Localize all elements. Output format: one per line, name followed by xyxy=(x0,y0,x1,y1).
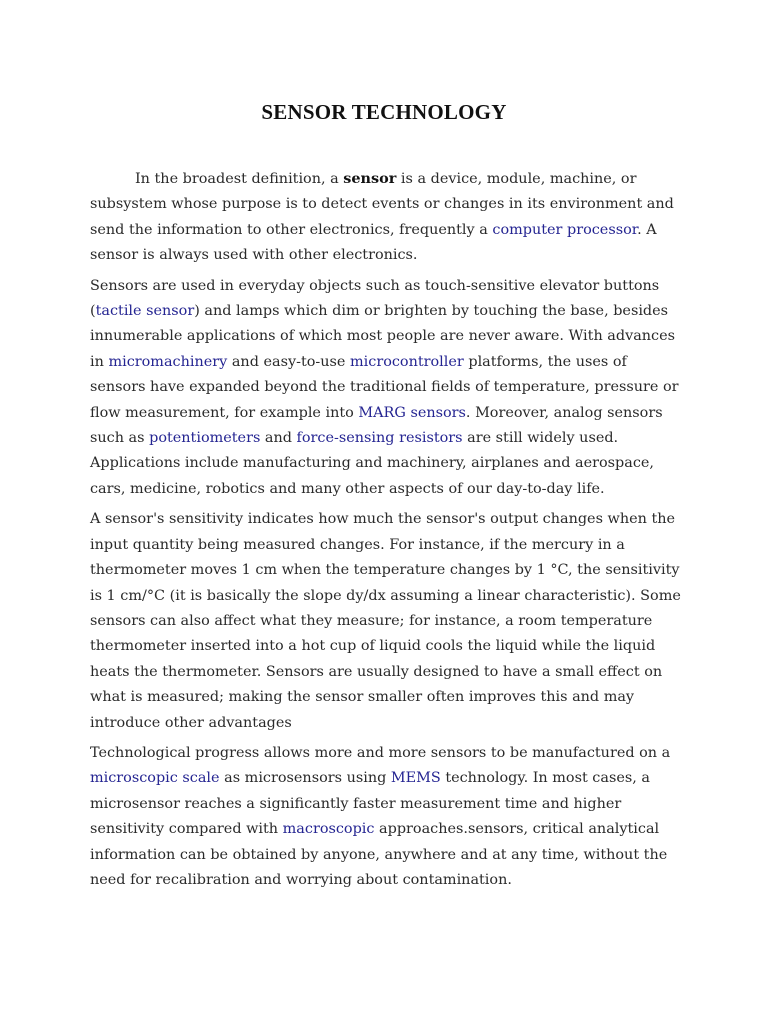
body-paragraph xyxy=(90,274,682,503)
text-run: A sensor's sensitivity indicates how much the sensor's output changes when the input quantity being measured changes. For instance, if the mercury in a thermometer moves 1 cm when the temperature changes by 1 °C, the sensitivity is 1 cm/°C (it is basically the slope dy/dx assuming a linear characteristic). Some sensors can also affect what they measure; for instance, a room temperature thermometer inserted into a hot cup of liquid cools the liquid while the liquid heats the thermometer. Sensors are usually designed to have a small effect on what is measured; making the sensor smaller often improves this and may introduce other advantages xyxy=(90,511,681,731)
text-run: are still widely used. Applications include manufacturing and machinery, airplanes and aerospace, cars, medicine, robotics and many other aspects of our day-to-day life. xyxy=(90,430,654,497)
inline-link[interactable]: microcontroller xyxy=(350,353,464,370)
text-run: . Moreover, analog sensors such as xyxy=(90,404,663,447)
text-run: ) and lamps which dim or brighten by touching the base, besides innumerable applications of which most people are never aware. With advances in xyxy=(90,303,676,370)
text-run: Technological progress allows more and more sensors to be manufactured on a xyxy=(90,744,671,761)
text-run: approaches.sensors, critical analytical information can be obtained by anyone, anywhere and at any time, without the need for recalibration and worrying about contamination. xyxy=(90,821,668,888)
body-paragraph xyxy=(90,166,682,269)
body-paragraph xyxy=(90,507,682,736)
inline-link[interactable]: micromachinery xyxy=(108,353,228,370)
inline-link[interactable]: force-sensing resistors xyxy=(296,430,463,447)
text-run: platforms, the uses of sensors have expanded beyond the traditional fields of temperature, pressure or flow measurement, for example into xyxy=(90,353,679,421)
text-run: as microsensors using xyxy=(219,770,391,787)
page-title: SENSOR TECHNOLOGY xyxy=(261,100,507,124)
text-run: is a device, module, machine, or subsystem whose purpose is to detect events or changes in its environment and send the information to other electronics, frequently a xyxy=(90,171,674,238)
text-run: technology. In most cases, a microsensor reaches a significantly faster measurement time and higher sensitivity compared with xyxy=(90,770,650,838)
document-body xyxy=(90,166,682,898)
inline-link[interactable]: MEMS xyxy=(390,770,441,787)
inline-link[interactable]: macroscopic xyxy=(282,821,375,838)
inline-link[interactable]: computer processor xyxy=(492,221,638,238)
inline-link[interactable]: potentiometers xyxy=(149,430,261,447)
text-run: and xyxy=(260,430,297,447)
inline-link[interactable]: microscopic scale xyxy=(90,770,220,787)
text-run: . A sensor is always used with other electronics. xyxy=(90,221,657,264)
text-run: Sensors are used in everyday objects such as touch-sensitive elevator buttons ( xyxy=(90,277,660,320)
text-run: In the broadest definition, a xyxy=(135,171,344,187)
inline-link[interactable]: MARG sensors xyxy=(358,404,466,421)
inline-link[interactable]: tactile sensor xyxy=(95,303,195,320)
bold-term: sensor xyxy=(343,170,397,187)
body-paragraph xyxy=(90,741,682,893)
text-run: and easy-to-use xyxy=(227,353,351,370)
